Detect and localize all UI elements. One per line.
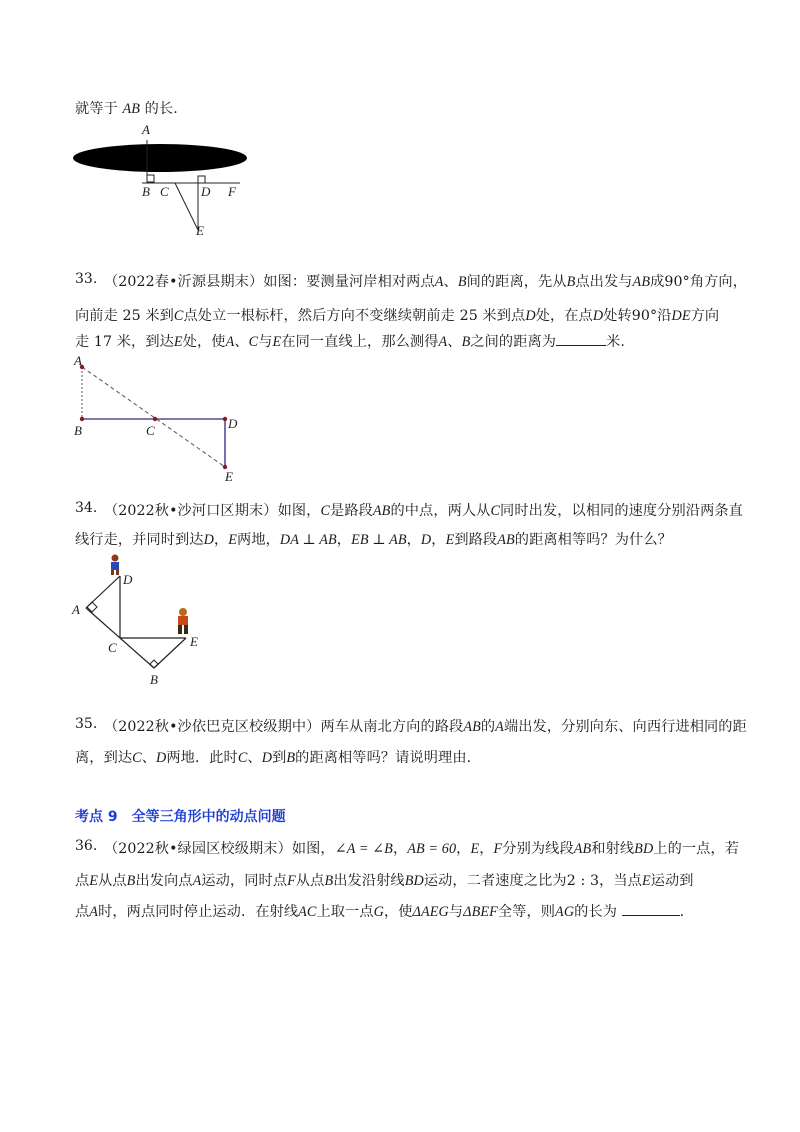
label-d: D [201, 184, 211, 199]
walker-icon-e [178, 608, 188, 634]
label-b: B [74, 423, 82, 438]
river-ellipse [73, 144, 247, 172]
q34-line-1: （2022秋•沙河口区期末）如图，C是路段AB的中点，两人从C同时出发，以相同的速度分别沿两条直 [104, 503, 743, 519]
q35-line-1: （2022秋•沙依巴克区校级期中）两车从南北方向的路段AB的A端出发，分别向东、向西行进相同的距 [104, 719, 747, 735]
label-c: C [108, 640, 117, 655]
right-angle-d [198, 176, 205, 183]
answer-blank-36 [622, 903, 680, 916]
right-angle-b [150, 660, 158, 668]
label-a: A [72, 602, 80, 617]
q36-line-2: 点E从点B出发向点A运动，同时点F从点B出发沿射线BD运动，二者速度之比为2 : 3，当点E运动到 [75, 873, 694, 889]
q36-line-3: 点A时，两点同时停止运动．在射线AC上取一点G，使ΔAEG与ΔBEF全等，则AG的长为 . [75, 904, 685, 920]
label-b: B [142, 184, 150, 199]
label-a: A [74, 355, 82, 368]
question-number-35: 35. [75, 716, 98, 732]
right-angle-b [147, 175, 154, 182]
answer-blank-33 [556, 333, 606, 346]
label-c: C [160, 184, 169, 199]
label-e: E [225, 469, 233, 484]
q33-line-3: 走 17 米，到达E处，使A、C与E在同一直线上，那么测得A、B之间的距离为 米. [75, 334, 625, 350]
q35-line-2: 离，到达C、D两地．此时C、D到B的距离相等吗？请说明理由. [75, 750, 472, 766]
walker-icon-d [111, 555, 119, 576]
segment-ae-dashed [82, 367, 225, 467]
label-a: A [142, 122, 150, 137]
label-b: B [150, 672, 158, 687]
figure-midpoint-walkers [68, 550, 228, 690]
label-d: D [228, 416, 238, 431]
figure-river-ab [70, 120, 250, 240]
point-d [223, 417, 227, 421]
q33-line-2: 向前走 25 米到C点处立一根标杆，然后方向不变继续朝前走 25 米到点D处，在点D处转90°沿DE方向 [75, 308, 720, 324]
segment-be [154, 638, 186, 668]
question-number-34: 34. [75, 500, 98, 516]
label-e: E [190, 634, 198, 649]
segment-cb [120, 638, 154, 668]
point-b [80, 417, 84, 421]
q36-line-1: （2022秋•绿园区校级期末）如图，∠A = ∠B，AB = 60，E，F分别为线段AB和射线BD上的一点，若 [104, 841, 740, 857]
q34-line-2: 线行走，并同时到达D，E两地，DA ⊥ AB，EB ⊥ AB，D，E到路段AB的距离相等吗？为什么？ [75, 532, 672, 548]
figure-river-ab-33 [68, 355, 248, 485]
intro-text: 就等于 AB 的长. [75, 101, 178, 117]
question-number-36: 36. [75, 838, 98, 854]
segment-ce [175, 183, 198, 230]
question-number-33: 33. [75, 271, 98, 287]
label-c: C [146, 423, 155, 438]
label-d: D [123, 572, 133, 587]
label-e: E [196, 223, 204, 238]
segment-ac [86, 608, 120, 638]
point-c [153, 417, 157, 421]
q33-line-1: （2022春•沂源县期末）如图：要测量河岸相对两点A、B间的距离，先从B点出发与AB成90°角方向， [104, 274, 747, 290]
label-f: F [228, 184, 236, 199]
section-heading: 考点 9 全等三角形中的动点问题 [75, 809, 286, 825]
